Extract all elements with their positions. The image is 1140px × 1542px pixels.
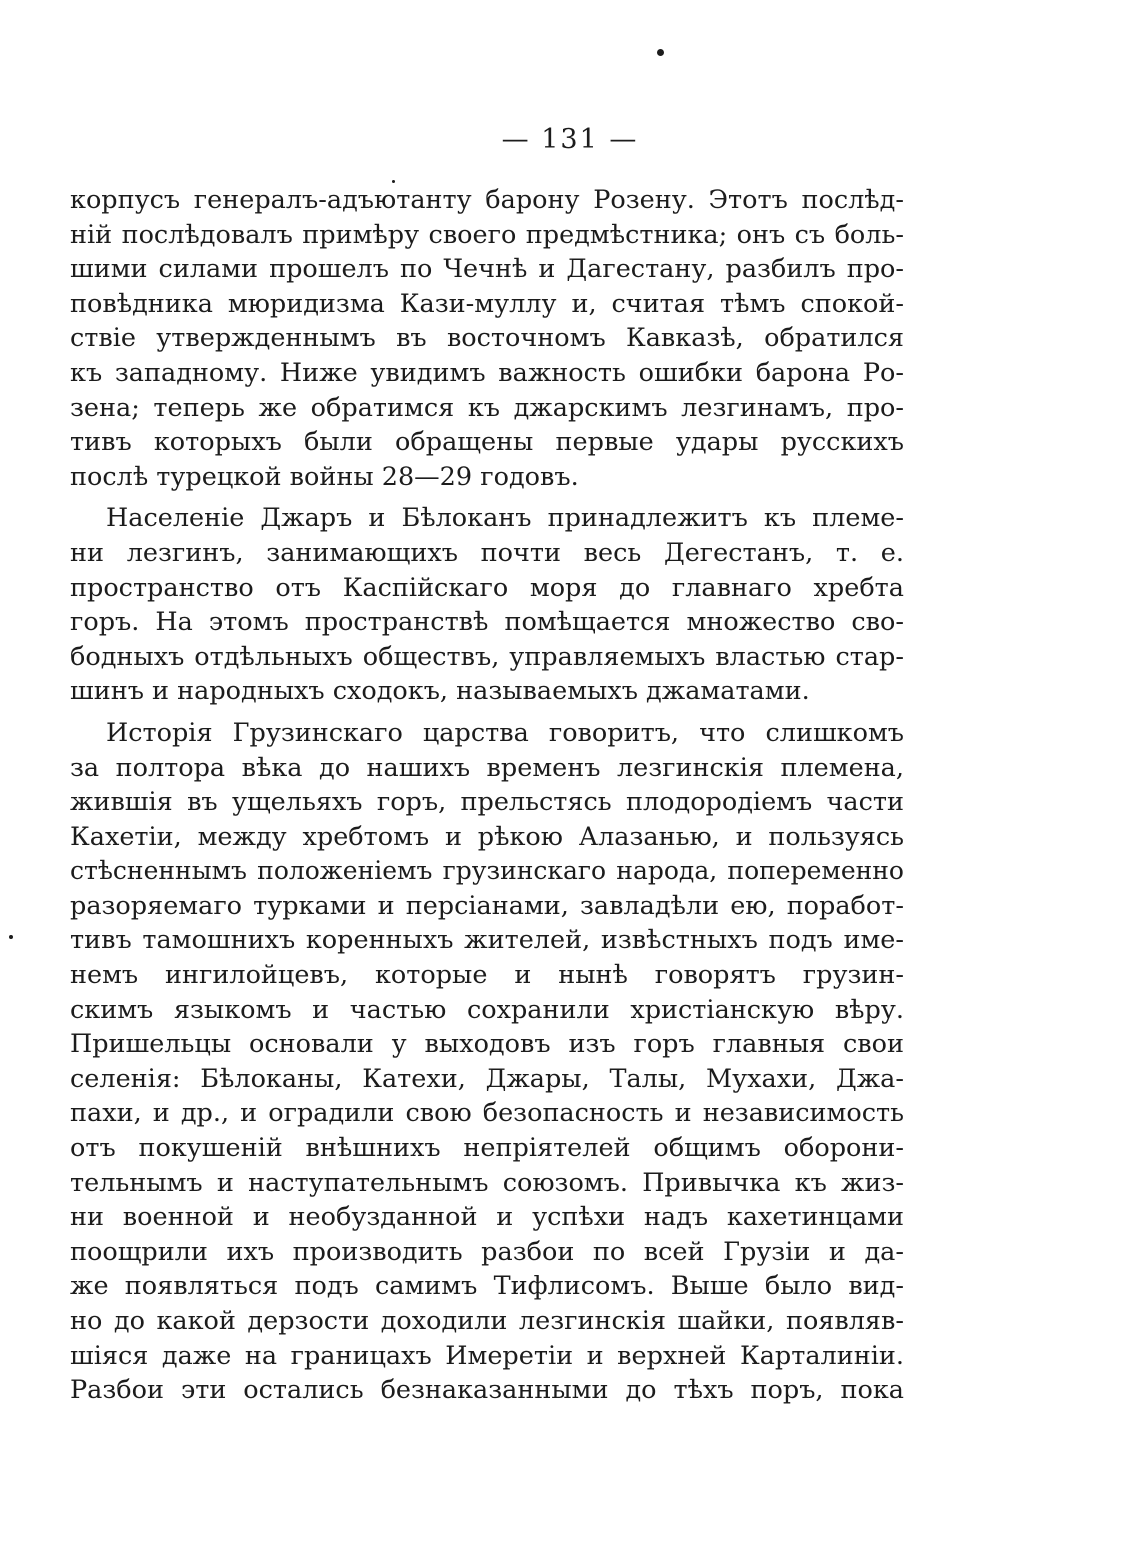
text-line: Населеніе Джаръ и Бѣлоканъ принадлежитъ къ племе- bbox=[106, 503, 904, 534]
text-line: Пришельцы основали у выходовъ изъ горъ главныя свои bbox=[70, 1029, 904, 1060]
text-line: ствіе утвержденнымъ въ восточномъ Кавказѣ, обратился bbox=[70, 323, 904, 354]
text-line: Разбои эти остались безнаказанными до тѣхъ поръ, пока bbox=[70, 1375, 904, 1406]
text-line: же появляться подъ самимъ Тифлисомъ. Выше было вид- bbox=[70, 1271, 904, 1302]
text-line: но до какой дерзости доходили лезгинскія шайки, появляв- bbox=[70, 1306, 904, 1336]
text-line: тельнымъ и наступательнымъ союзомъ. Привычка къ жиз- bbox=[70, 1167, 904, 1198]
text-line: за полтора вѣка до нашихъ временъ лезгинскія племена, bbox=[70, 752, 904, 783]
scan-speck bbox=[9, 935, 13, 939]
text-line: корпусъ генералъ-адъютанту барону Розену. Этотъ послѣд- bbox=[70, 185, 904, 215]
text-line: ни лезгинъ, занимающихъ почти весь Дегестанъ, т. е. bbox=[70, 537, 904, 568]
text-line: жившія въ ущельяхъ горъ, прельстясь плодородіемъ части bbox=[70, 787, 904, 818]
text-line: зена; теперь же обратимся къ джарскимъ лезгинамъ, про- bbox=[70, 392, 904, 423]
text-line: повѣдника мюридизма Кази-муллу и, считая тѣмъ спокой- bbox=[70, 288, 904, 319]
text-line: шіяся даже на границахъ Имеретіи и верхней Карталиніи. bbox=[70, 1340, 904, 1371]
text-line: ній послѣдовалъ примѣру своего предмѣстника; онъ съ боль- bbox=[70, 219, 904, 250]
text-line: пространство отъ Каспійскаго моря до главнаго хребта bbox=[70, 572, 904, 603]
text-line: селенія: Бѣлоканы, Катехи, Джары, Талы, Мухахи, Джа- bbox=[70, 1063, 904, 1094]
text-line: поощрили ихъ производить разбои по всей Грузіи и да- bbox=[70, 1236, 904, 1267]
text-line: ни военной и необузданной и успѣхи надъ кахетинцами bbox=[70, 1202, 904, 1233]
text-line: пахи, и др., и оградили свою безопасность и независимость bbox=[70, 1098, 904, 1129]
text-line: шими силами прошелъ по Чечнѣ и Дагестану, разбилъ про- bbox=[70, 254, 904, 285]
text-line: разоряемаго турками и персіанами, завладѣли ею, поработ- bbox=[70, 890, 904, 921]
text-line: къ западному. Ниже увидимъ важность ошибки барона Ро- bbox=[70, 357, 904, 388]
body-text bbox=[70, 183, 904, 1408]
text-line: немъ ингилойцевъ, которые и нынѣ говорятъ грузин- bbox=[70, 960, 904, 991]
text-line: отъ покушеній внѣшнихъ непріятелей общимъ оборони- bbox=[70, 1133, 904, 1164]
page-number: — 131 — bbox=[501, 124, 639, 155]
text-line: шинъ и народныхъ сходокъ, называемыхъ джаматами. bbox=[70, 676, 810, 707]
text-line: тивъ которыхъ были обращены первые удары русскихъ bbox=[70, 427, 904, 458]
text-line: бодныхъ отдѣльныхъ обществъ, управляемыхъ властью стар- bbox=[70, 641, 904, 672]
text-line: Исторія Грузинскаго царства говоритъ, что слишкомъ bbox=[106, 717, 904, 748]
text-line: стѣсненнымъ положеніемъ грузинскаго народа, попеременно bbox=[70, 856, 904, 886]
scan-speck bbox=[657, 49, 664, 56]
text-line: тивъ тамошнихъ коренныхъ жителей, извѣстныхъ подъ име- bbox=[70, 925, 904, 956]
text-line: скимъ языкомъ и частью сохранили христіанскую вѣру. bbox=[70, 994, 904, 1025]
text-line: послѣ турецкой войны 28—29 годовъ. bbox=[70, 461, 579, 492]
text-line: горъ. На этомъ пространствѣ помѣщается множество сво- bbox=[70, 607, 904, 638]
text-line: Кахетіи, между хребтомъ и рѣкою Алазанью, и пользуясь bbox=[70, 821, 904, 852]
